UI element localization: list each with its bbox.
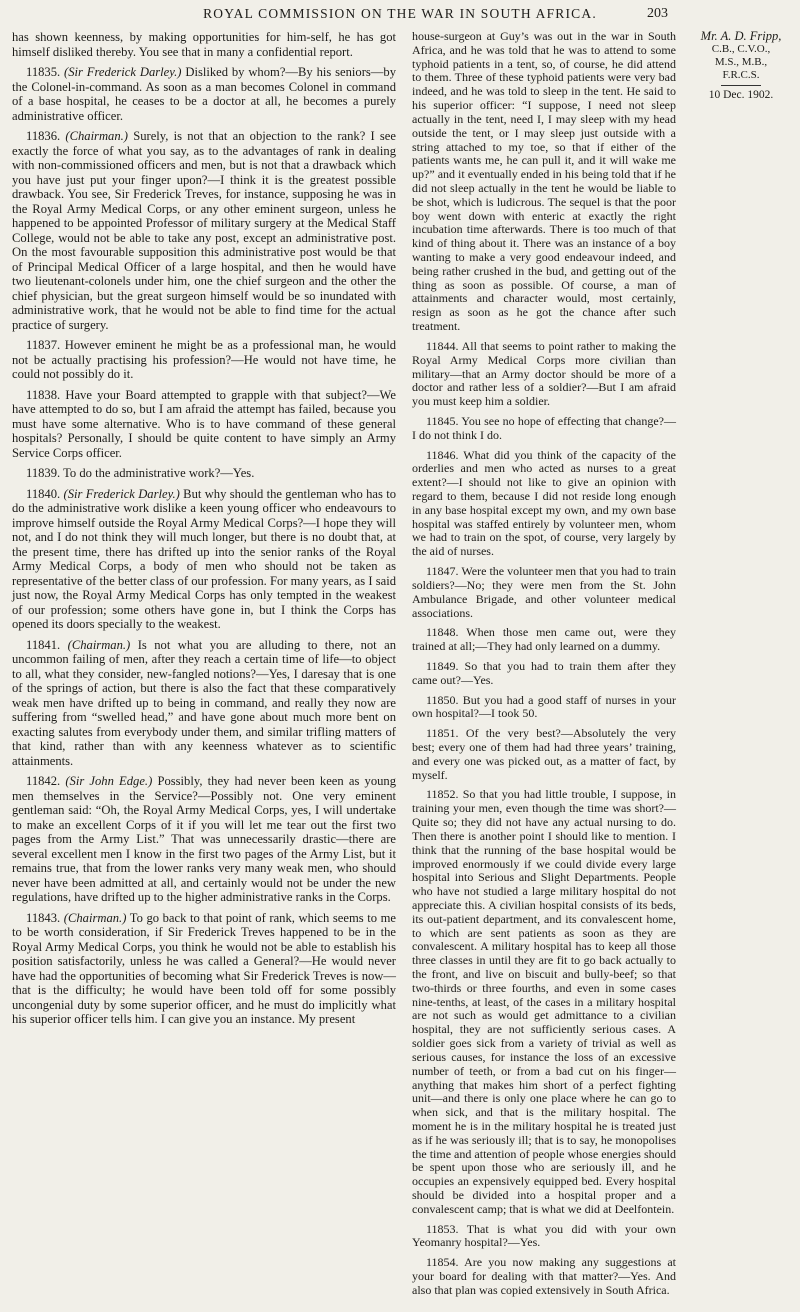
testimony-paragraph (412, 30, 676, 334)
testimony-paragraph (412, 449, 676, 560)
question-number: 11839. (26, 466, 61, 480)
testimony-paragraph (12, 388, 396, 461)
question-number: 11851. (426, 726, 459, 741)
testimony-paragraph (412, 565, 676, 620)
witness-honours-1: C.B., C.V.O., (711, 43, 771, 55)
testimony-text: But you had a good staff of nurses in your own hospital?—I took 50. (412, 692, 676, 721)
testimony-paragraph (412, 1256, 676, 1297)
testimony-text: house-surgeon at Guy’s was out in the war in South Africa, and he was told that he was to attend to some typhoid patients in a tent, so, of course, he did attend to them. Three of these typhoid patients were very bad indeed, and he was told to sleep in the tent. He said to his superior officer: “I suppose, I need not sleep actually in the tent, need I, I may sleep with my head outside the tent, or I may sleep just outside with a string attached to my toe, so that if either of the patients wants me, he can pull it, and it will wake me up?” and it eventually ended in his being told that if he did not sleep actually in the tent he would be liable to be shot, which is ludicrous. The sequel is that the poor boy went down with enteric at exactly the right incubation time afterwards. There is too much of that kind of thing about it. There was an instance of a boy wanting to make a very good endeavour indeed, and being rather crushed in the bud, and getting out of the thing as soon as possible. Of course, a man of attainments and character would, most certainly, resign as soon as he got the chance after such treatment. (412, 29, 676, 334)
testimony-text: What did you think of the capacity of the orderlies and men who acted as nurses to a great extent?—I should not like to give an opinion with regard to them, because I did not reside long enough in any base hospital except my own, and my own base hospital was staffed entirely by volunteer men, whom we had to train on the spot, of course, very largely by the aid of nurses. (412, 447, 676, 559)
testimony-paragraph (12, 911, 396, 1027)
testimony-paragraph (412, 340, 676, 409)
speaker-label: (Sir Frederick Darley.) (64, 65, 182, 79)
testimony-paragraph (12, 774, 396, 905)
running-title: ROYAL COMMISSION ON THE WAR IN SOUTH AFRICA. (203, 6, 597, 21)
question-number: 11840. (26, 486, 61, 501)
witness-honours-2: M.S., M.B., (714, 56, 768, 68)
right-column (412, 30, 676, 1298)
speaker-label: (Chairman.) (65, 129, 128, 143)
testimony-text: Were the volunteer men that you had to train soldiers?—No; they were men from the St. John Ambulance Brigade, and other volunteer medical associations. (412, 564, 676, 620)
testimony-text: So that you had to train them after they came out?—Yes. (412, 658, 677, 687)
question-number: 11850. (426, 692, 459, 707)
testimony-text: To go back to that point of rank, which seems to me to be worth consideration, if Sir Frederick Treves happened to be in the Royal Army Medical Corps, you think he would not be able to establish his position satisfactorily, unless he was called a General?—He would never have had the opportunities of becoming what Sir Frederick Treves is now—that is the difficulty; he would have been told off for some possibly uncongenial duty by some superior officer, and he must do implicitly what his superior officer tells him. I can give you an instance. My present (12, 910, 396, 1026)
testimony-text: Is not what you are alluding to there, not an uncommon failing of men, after they reach a certain time of life—to object to all, what they consider, new-fangled notions?—Yes, I daresay that is one of the springs of action, but there is also the fact that these comparatively weak men have drifted up to being in command, and really they now are suffering from “swelled head,” and have gone about much more bent on exacting salutes from everybody under them, and similar trifling matters of that kind, rather than with any keenness whatever as to scientific attainments. (12, 637, 396, 768)
testimony-text: But why should the gentleman who has to do the administrative work dislike a keen young officer who endeavours to improve himself outside the Royal Army Medical Corps?—I hope they will not, and I do not think they will much longer, but there is no doubt that, at the present time, there has drifted up into the senior ranks of the Royal Army Medical Corps, a body of men who should not be taken as representative of the better class of our profession. For many years, as I said just now, the Royal Army Medical Corps has only tempted in the weakest of our profession; some others have gone in, but I think the Corps has opened its doors specially to the weakest. (12, 486, 396, 631)
margin-rule (721, 85, 761, 86)
testimony-paragraph (412, 415, 676, 443)
witness-margin-note (686, 30, 796, 102)
testimony-text: To do the administrative work?—Yes. (63, 466, 255, 480)
question-number: 11845. (426, 413, 459, 428)
testimony-paragraph (12, 638, 396, 769)
speaker-label: (Chairman.) (63, 910, 127, 925)
testimony-paragraph (12, 30, 396, 59)
session-date: 10 Dec. 1902. (708, 89, 774, 101)
testimony-text: That is what you did with your own Yeomanry hospital?—Yes. (412, 1221, 676, 1250)
testimony-paragraph (412, 1223, 676, 1251)
speaker-label: (Chairman.) (67, 637, 131, 652)
testimony-paragraph (12, 466, 396, 481)
testimony-paragraph (12, 338, 396, 382)
question-number: 11848. (426, 625, 459, 640)
testimony-paragraph (412, 694, 676, 722)
question-number: 11842. (26, 774, 61, 788)
testimony-text: However eminent he might be as a professional man, he would not be actually practising his profession?—He would not have time, he could not possibly do it. (12, 338, 396, 381)
testimony-paragraph (412, 626, 676, 654)
testimony-text: Of the very best?—Absolutely the very best; every one of them had had three years’ training, and every one was picked out, as a matter of fact, by myself. (412, 726, 676, 782)
testimony-paragraph (412, 788, 676, 1216)
question-number: 11835. (26, 65, 61, 79)
question-number: 11847. (426, 564, 459, 579)
witness-name: Mr. A. D. Fripp, (700, 29, 782, 43)
testimony-text: When those men came out, were they trained at all;—They had only learned on a dummy. (412, 625, 676, 654)
testimony-text: Have your Board attempted to grapple with that subject?—We have attempted to do so, but I am afraid the attempt has failed, because you must have some alternative. Who is to have command of these general hospitals? Personally, I should be quite content to have simply an Army Service Corps officer. (12, 387, 396, 460)
testimony-text: You see no hope of effecting that change?—I do not think I do. (412, 413, 676, 442)
testimony-text: So that you had little trouble, I suppose, in training your men, even though the time was short?—Quite so; they did not have any actual nursing to do. Then there is another point I should like to mention. I think that the running of the base hospital would be improved enormously if we could divide every large hospital into Serious and Slight Departments. People who have not studied a large military hospital do not appreciate this. A civilian hospital consists of its beds, its out-patient department, and its convalescent home, to which are sent patients as soon as they are convalescent. A military hospital has to keep all those three classes in until they are fit to go back actually to the front, and live on biscuit and bully-beef; so that two-thirds or three fourths, and even in some cases nine-tenths, at least, of the cases in a military hospital are not such as would get admittance to a civilian hospital, they are not sufficiently serious cases. A soldier goes sick from a variety of trivial as well as serious causes, for instance the loss of an excessive number of teeth, or from a bad cut on his finger—anything that makes him short of a perfect fighting unit—and there is only one place where he can go to when sick, and that is the military hospital. The moment he is in the military hospital he is treated just as if he was seriously ill; that is to say, he monopolises the time and attention of people whose energies should be spent upon those who are seriously ill, and he occupies an expensively equipped bed. Every hospital should be divided into a hospital proper and a convalescent camp; that is what we did at Deelfontein. (412, 787, 677, 1216)
witness-honours-3: F.R.C.S. (722, 69, 760, 81)
testimony-paragraph (412, 727, 676, 782)
question-number: 11836. (26, 129, 61, 143)
question-number: 11852. (426, 787, 459, 802)
speaker-label: (Sir John Edge.) (65, 774, 153, 788)
question-number: 11838. (26, 387, 61, 402)
question-number: 11843. (26, 910, 61, 925)
testimony-paragraph (412, 660, 676, 688)
question-number: 11841. (26, 637, 61, 652)
testimony-text: has shown keenness, by making opportunities for him-self, he has got himself disliked thereby. You see that in many a confidential report. (12, 30, 396, 59)
question-number: 11849. (426, 658, 459, 673)
question-number: 11853. (426, 1221, 459, 1236)
question-number: 11837. (26, 338, 61, 352)
question-number: 11844. (426, 338, 459, 353)
testimony-text: All that seems to point rather to making the Royal Army Medical Corps more civilian than military—that an Army doctor should be more of a doctor and rather less of a soldier?—But I am afraid you must keep him a soldier. (412, 338, 676, 409)
page-number: 203 (647, 6, 668, 21)
testimony-paragraph (12, 487, 396, 632)
left-column (12, 30, 396, 1027)
question-number: 11846. (426, 447, 459, 462)
testimony-paragraph (12, 65, 396, 123)
testimony-text: Possibly, they had never been keen as young men themselves in the Service?—Possibly not. One very eminent gentleman said: “Oh, the Royal Army Medical Corps, yes, I will undertake to make an excellent Corps of it if you will let me tear out the first two pages from the Army List.” That was unnecessarily drastic—there are several excellent men I know in the first two pages of the Army List, but it remains true, that from the lower ranks very many weak men, who should never have been admitted at all, and certainly would not be under the new regulations, have drifted up to the higher administrative ranks in the Corps. (12, 774, 397, 904)
testimony-text: Surely, is not that an objection to the rank? I see exactly the force of what you say, as to the advantages of rank in dealing with non-commissioned officers and men, but is not that a drawback which you have just put your finger upon?—I think it is the greatest possible drawback. You see, Sir Frederick Treves, for instance, supposing he was in the Royal Army Medical Corps, or any other eminent surgeon, unless he happened to be appointed Professor of military surgery at the Medical Staff College, would not be able to take any post, except an administrative post. On the most favourable supposition this administrative post would be that of Principal Medical Officer of a large hospital, and then he would have two lieutenant-colonels under him, one the chief surgeon and the other the chief physician, but the great surgeon himself would be so inundated with administrative work, that he would not be able to find time for the actual practice of surgery. (12, 129, 396, 332)
question-number: 11854. (426, 1255, 459, 1270)
testimony-paragraph (12, 129, 396, 332)
speaker-label: (Sir Frederick Darley.) (63, 486, 180, 501)
page-header (0, 6, 800, 30)
testimony-text: Are you now making any suggestions at your board for dealing with that matter?—Yes. And also that plan was copied extensively in South Africa. (412, 1255, 676, 1297)
testimony-text: Disliked by whom?—By his seniors—by the Colonel-in-command. As soon as a man becomes Colonel in command of a base hospital, he ceases to be a doctor at all, he becomes a purely administrative officer. (12, 65, 396, 123)
